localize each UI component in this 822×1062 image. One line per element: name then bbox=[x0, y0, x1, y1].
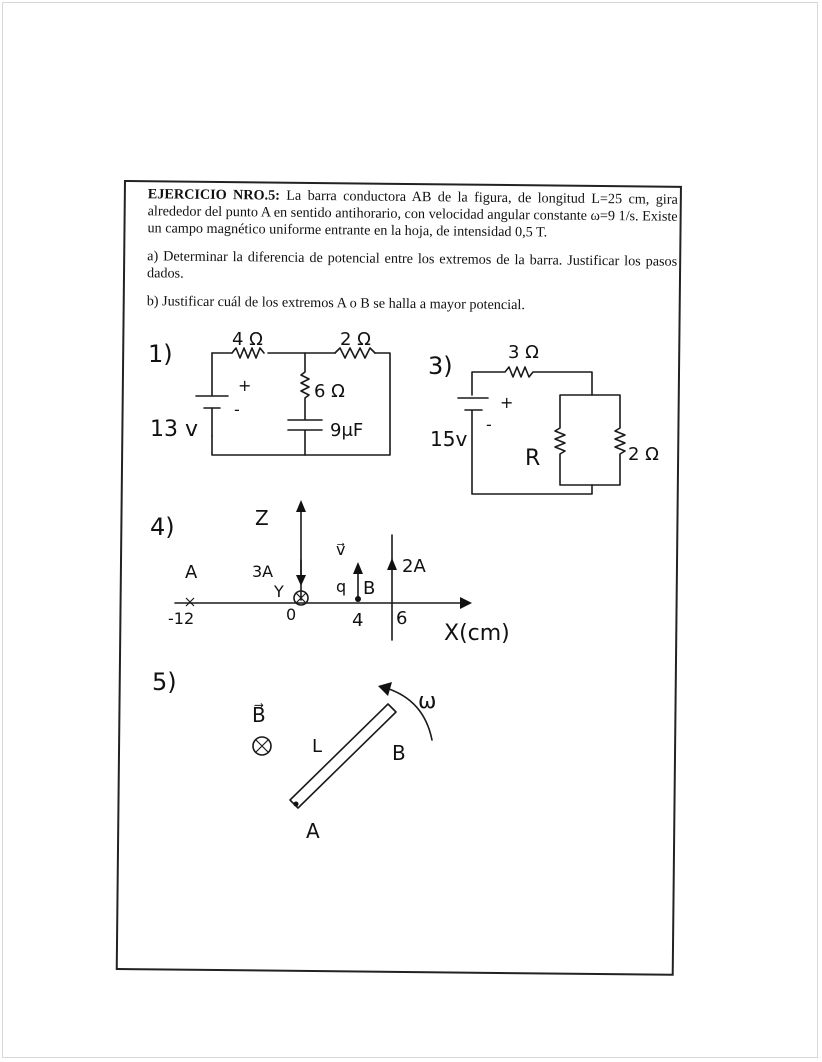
fig4-charge-dot bbox=[355, 596, 361, 602]
fig4-point-b: B bbox=[363, 578, 376, 599]
figure-5 bbox=[152, 668, 436, 843]
fig1-r-top-right: 2 Ω bbox=[340, 329, 371, 350]
fig5-b-label: B⃗ bbox=[252, 703, 266, 727]
fig5-point-a: A bbox=[306, 819, 320, 843]
fig3-r-left: R bbox=[525, 446, 541, 471]
fig5-l-label: L bbox=[312, 736, 323, 757]
fig5-bar bbox=[290, 704, 396, 808]
fig5-pivot bbox=[294, 802, 299, 807]
fig4-tick-m12: -12 bbox=[168, 609, 195, 628]
fig5-number: 5) bbox=[152, 668, 177, 696]
fig1-r-mid: 6 Ω bbox=[314, 381, 345, 402]
fig1-r-top-left: 4 Ω bbox=[232, 329, 263, 350]
exercise-title: EJERCICIO NRO.5: bbox=[147, 186, 281, 204]
fig4-tick-0: 0 bbox=[286, 605, 297, 624]
fig3-parallel bbox=[555, 395, 625, 485]
fig5-rotation-arrow bbox=[378, 682, 392, 696]
part-a: a) Determinar la diferencia de potencial entre los extremos de la barra. Justificar los pasos dados. bbox=[146, 248, 678, 282]
fig4-point-a-mark bbox=[186, 598, 194, 606]
fig3-number: 3) bbox=[428, 352, 453, 380]
exercise-body: La barra conductora AB de la figura, de longitud L=25 cm, gira alrededor del punto A en sentido antihorario, con velocidad angular constante ω=9 1/s. Existe un campo magnético uniforme entrante en la hoja, de intensidad 0,5 T. bbox=[147, 187, 678, 241]
fig4-q-label: q bbox=[336, 577, 347, 596]
part-b: b) Justificar cuál de los extremos A o B se halla a mayor potencial. bbox=[146, 293, 526, 314]
fig4-number: 4) bbox=[150, 513, 175, 541]
fig4-point-a: A bbox=[185, 562, 198, 583]
fig4-x-arrow bbox=[460, 597, 472, 609]
fig1-plus: + bbox=[238, 376, 252, 395]
figure-1 bbox=[148, 329, 390, 455]
fig4-current-right-arrow bbox=[387, 558, 397, 570]
fig1-battery bbox=[196, 396, 228, 408]
fig5-point-b: B bbox=[392, 741, 406, 765]
fig1-minus: - bbox=[234, 400, 240, 419]
fig4-z-arrow bbox=[296, 500, 306, 512]
fig4-current-left: 3A bbox=[252, 562, 274, 581]
fig3-r-top: 3 Ω bbox=[508, 342, 539, 363]
fig4-x-label: X(cm) bbox=[444, 621, 510, 646]
fig4-v-label: v⃗ bbox=[336, 540, 346, 559]
fig5-omega: ω bbox=[418, 689, 437, 714]
fig4-tick-6: 6 bbox=[396, 608, 408, 629]
fig3-top-wire bbox=[472, 367, 592, 395]
fig4-current-left-arrow bbox=[296, 575, 306, 586]
fig4-z-label: Z bbox=[255, 506, 269, 530]
fig3-source: 15v bbox=[430, 427, 468, 451]
fig3-plus: + bbox=[500, 393, 514, 412]
fig5-into-page-cross bbox=[256, 740, 268, 752]
figure-3 bbox=[428, 342, 659, 494]
fig1-cap: 9μF bbox=[330, 420, 364, 441]
figure-4 bbox=[150, 500, 510, 646]
fig1-source: 13 v bbox=[150, 417, 199, 442]
fig1-middle-branch bbox=[288, 353, 322, 455]
fig4-current-right: 2A bbox=[402, 556, 426, 577]
fig1-number: 1) bbox=[148, 340, 173, 368]
fig4-y-label: Y bbox=[274, 582, 284, 601]
fig4-q-arrow bbox=[353, 562, 363, 574]
fig4-tick-4: 4 bbox=[352, 610, 364, 631]
fig3-r-right: 2 Ω bbox=[628, 444, 659, 465]
fig3-minus: - bbox=[486, 415, 492, 434]
